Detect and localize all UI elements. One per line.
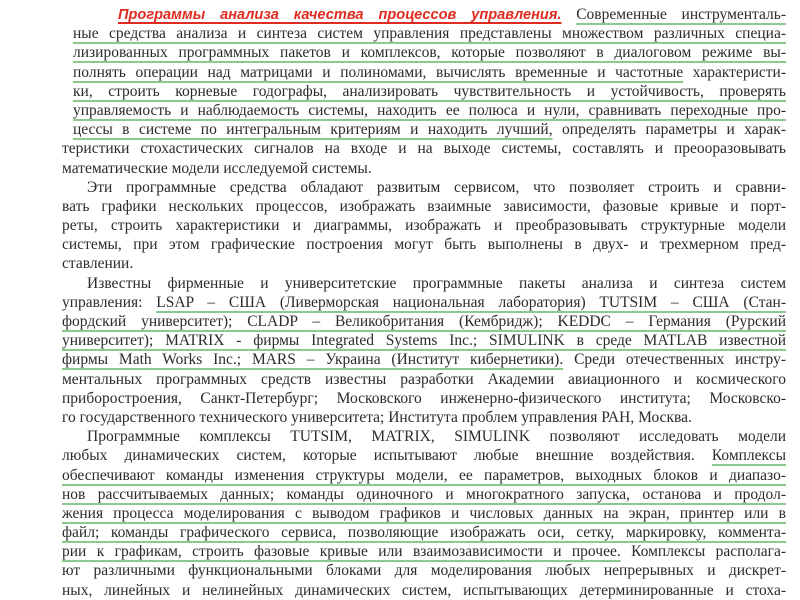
text-segment: теристики стохастических сигналов на входе и на выходе системы, составлять и преооразовывать xyxy=(62,140,786,158)
text-line-13 xyxy=(62,235,786,254)
text-segment: любых динамических систем, которые испытывают любые внешние воздействия. xyxy=(62,447,712,465)
text-line-25 xyxy=(62,466,786,485)
grammar-underlined-text: жения процесса моделирования с выводом графиков и числовых данных на экран, принтер или в xyxy=(62,504,786,522)
text-line-26 xyxy=(62,485,786,504)
text-line-27 xyxy=(62,504,786,523)
text-line-19 xyxy=(62,350,786,369)
text-segment: характеристи- xyxy=(683,63,786,81)
text-line-15 xyxy=(62,274,786,293)
grammar-underlined-text: лизированных программных пакетов и комплексов, которые позволяют в диалоговом режиме вы- xyxy=(73,44,786,62)
text-line-9 xyxy=(62,159,786,178)
grammar-underlined-text: цессы в системе по интегральным критериям и находить лучший, xyxy=(73,121,553,139)
grammar-underlined-text: университет); MATRIX - фирмы Integrated Systems Inc.; SIMULINK в среде MATLAB известной xyxy=(62,332,786,350)
grammar-underlined-text: Комплексы xyxy=(711,447,786,465)
text-line-16 xyxy=(62,293,786,312)
text-line-4 xyxy=(62,63,786,82)
text-line-11 xyxy=(62,197,786,216)
text-line-22 xyxy=(62,408,786,427)
grammar-underlined-text: LSAP – США (Ливерморская национальная лаборатория) TUTSIM – США (Стан- xyxy=(156,293,786,311)
text-segment: Среди отечественных инстру- xyxy=(563,351,786,369)
text-segment: вать графики нескольких процессов, изображать взаимные зависимости, фазовые кривые и порт- xyxy=(62,197,786,215)
text-segment: ют различными функциональными блоками для моделирования любых непрерывных и дискрет- xyxy=(62,562,786,580)
page-title: Программы анализа качества процессов управления. xyxy=(118,7,562,23)
grammar-underlined-text: ные средства анализа и синтеза систем управления представлены множеством различных специа- xyxy=(73,25,786,43)
text-segment: ных, линейных и нелинейных динамических систем, испытывающих детерминированные и стоха- xyxy=(62,581,786,599)
text-segment: управления: xyxy=(62,293,157,311)
text-line-29 xyxy=(62,542,786,561)
text-line-17 xyxy=(62,312,786,331)
text-segment: Известны фирменные и университетские программные пакеты анализа и синтеза систем xyxy=(87,274,786,292)
text-segment: реты, строить характеристики и диаграммы, изображать и преобразовывать структурные модели xyxy=(62,217,786,235)
text-line-8 xyxy=(62,139,786,158)
text-line-18 xyxy=(62,331,786,350)
text-line-23 xyxy=(62,427,786,446)
text-line-21 xyxy=(62,389,786,408)
grammar-underlined-text: обеспечивают команды изменения структуры модели, ее параметров, выходных блоков и диапазо- xyxy=(62,466,786,484)
text-segment: Эти программные средства обладают развитым сервисом, что позволяет строить и сравни- xyxy=(87,178,786,196)
text-segment: приборостроения, Санкт-Петербург; Московского инженерно-физического института; Московско- xyxy=(62,389,786,407)
text-line-7 xyxy=(62,120,786,139)
text-line-24 xyxy=(62,446,786,465)
text-line-2 xyxy=(62,24,786,43)
text-segment: системы, при этом графические построения могут быть выполнены в двух- и трехмерном пред- xyxy=(62,236,786,254)
text-line-14 xyxy=(62,254,786,273)
text-line-1 xyxy=(62,5,786,24)
text-line-3 xyxy=(62,43,786,62)
text-line-20 xyxy=(62,370,786,389)
grammar-underlined-text: рии к графикам, строить фазовые кривые или взаимозависимости и прочее. xyxy=(62,543,621,561)
text-segment: Программные комплексы TUTSIM, MATRIX, SIMULINK позволяют исследовать модели xyxy=(87,428,786,446)
grammar-underlined-text: Современные инструменталь- xyxy=(576,6,786,23)
grammar-underlined-text: нов рассчитываемых данных; команды одиночного и многократного запуска, останова и продол- xyxy=(62,485,786,503)
grammar-underlined-text: ки, строить корневые годографы, анализировать чувствительность и устойчивость, проверять xyxy=(73,82,786,100)
text-segment xyxy=(561,6,576,23)
grammar-underlined-text: полнять операции над матрицами и полиномами, вычислять временные и частотные xyxy=(73,63,684,81)
text-segment: определять параметры и харак- xyxy=(552,121,787,139)
text-segment: ментальных программных средств известны разработки Академии авиационного и космического xyxy=(62,370,786,388)
grammar-underlined-text: управляемость и наблюдаемость системы, находить ее полюса и нули, сравнивать переходные про- xyxy=(73,101,786,119)
text-segment: ставлении. xyxy=(62,255,134,273)
text-segment: го государственного технического университета; Института проблем управления РАН, Москва. xyxy=(62,408,692,426)
text-line-30 xyxy=(62,561,786,580)
text-line-5 xyxy=(62,82,786,101)
text-segment: Комплексы располага- xyxy=(620,543,786,561)
text-line-10 xyxy=(62,178,786,197)
text-line-6 xyxy=(62,101,786,120)
text-line-12 xyxy=(62,216,786,235)
text-segment: математические модели исследуемой системы. xyxy=(62,159,372,177)
text-line-28 xyxy=(62,523,786,542)
grammar-underlined-text: фирмы Math Works Inc.; MARS – Украина (Институт кибернетики). xyxy=(62,351,564,369)
text-line-31 xyxy=(62,581,786,600)
grammar-underlined-text: файл; команды графического сервиса, позволяющие изображать оси, сетку, маркировку, коммента- xyxy=(62,524,786,542)
document-text-block xyxy=(62,5,786,600)
grammar-underlined-text: фордский университет); CLADP – Великобритания (Кембридж); KEDDC – Германия (Рурский xyxy=(62,313,786,330)
